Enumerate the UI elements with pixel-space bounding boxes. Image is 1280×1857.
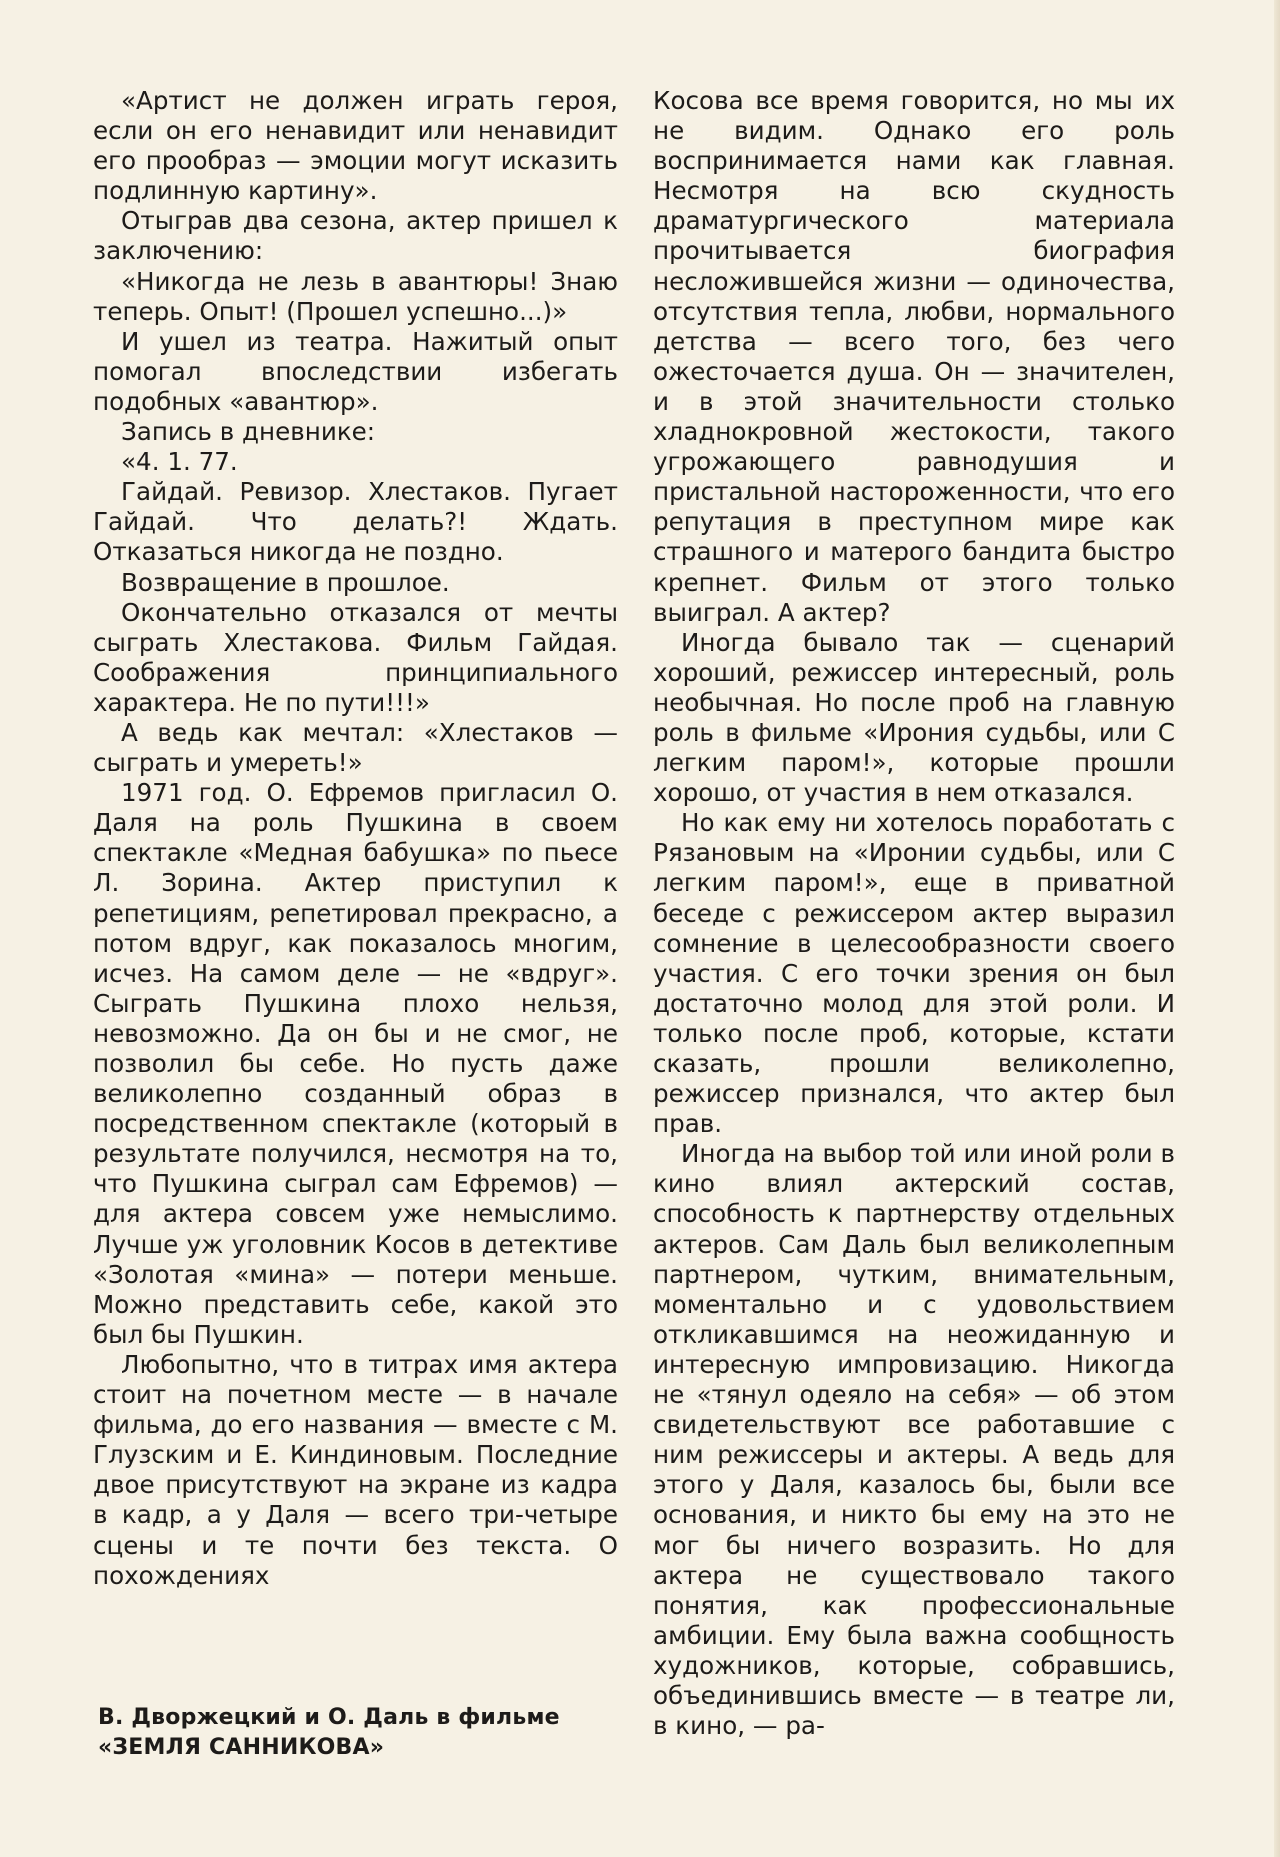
paragraph: Окончательно отказался от мечты сыграть Хлестакова. Фильм Гайдая. Соображения принципиального характера. Не по пути!!!» — [93, 597, 618, 717]
caption-line: «ЗЕМЛЯ САННИКОВА» — [98, 1735, 385, 1760]
paragraph: И ушел из театра. Нажитый опыт помогал впоследствии избегать подобных «авантюр». — [93, 326, 618, 416]
left-text-column — [93, 86, 618, 1591]
paragraph: Но как ему ни хотелось поработать с Рязановым на «Иронии судьбы, или С легким паром!», еще в приватной беседе с режиссером актер выразил сомнение в целесообразности своего участия. С его точки зрения он был достаточно молод для этой роли. И только после проб, которые, кстати сказать, прошли великолепно, режиссер признался, что актер был прав. — [653, 808, 1175, 1139]
paragraph: «Никогда не лезь в авантюры! Знаю теперь. Опыт! (Прошел успешно...)» — [93, 266, 618, 326]
paragraph: Любопытно, что в титрах имя актера стоит на почетном месте — в начале фильма, до его названия — вместе с М. Глузским и Е. Киндиновым. Последние двое присутствуют на экране из кадра в кадр, а у Даля — всего три-четыре сцены и те почти без текста. О похождениях — [93, 1349, 618, 1590]
caption-line: В. Дворжецкий и О. Даль в фильме — [98, 1705, 560, 1730]
right-text-column — [653, 86, 1175, 1741]
paragraph: А ведь как мечтал: «Хлестаков — сыграть и умереть!» — [93, 717, 618, 778]
paragraph: «Артист не должен играть героя, если он его ненавидит или ненавидит его прообраз — эмоции могут исказить подлинную картину». — [93, 86, 618, 206]
paragraph: Запись в дневнике: — [121, 417, 376, 447]
paragraph: Косова все время говорится, но мы их не видим. Однако его роль воспринимается нами как главная. Несмотря на всю скудность драматургического материала прочитывается биография несложившейся жизни — одиночества, отсутствия тепла, любви, нормального детства — всего того, без чего ожесточается душа. Он — значителен, и в этой значительности столько хладнокровной жестокости, такого угрожающего равнодушия и пристальной настороженности, что его репутация в преступном мире как страшного и матерого бандита быстро крепнет. Фильм от этого только выиграл. А актер? — [653, 86, 1175, 627]
paragraph: Иногда на выбор той или иной роли в кино влиял актерский состав, способность к партнерству отдельных актеров. Сам Даль был великолепным партнером, чутким, внимательным, моментально и с удовольствием откликавшимся на неожиданную и интересную импровизацию. Никогда не «тянул одеяло на себя» — об этом свидетельствуют все работавшие с ним режиссеры и актеры. А ведь для этого у Даля, казалось бы, были все основания, и никто бы ему на это не мог бы ничего возразить. Но для актера не существовало такого понятия, как профессиональные амбиции. Ему была важна сообщность художников, которые, собравшись, объединившись вместе — в театре ли, в кино, — ра- — [653, 1139, 1175, 1741]
paragraph: Отыграв два сезона, актер пришел к заключению: — [93, 206, 618, 266]
paragraph: Возвращение в прошлое. — [121, 567, 450, 597]
page-edge — [1274, 0, 1280, 1857]
photo-caption — [98, 1703, 618, 1763]
paragraph: Гайдай. Ревизор. Хлестаков. Пугает Гайдай. Что делать?! Ждать. Отказаться никогда не поздно. — [93, 477, 618, 567]
paragraph: «4. 1. 77. — [121, 447, 238, 477]
paragraph: 1971 год. О. Ефремов пригласил О. Даля на роль Пушкина в своем спектакле «Медная бабушка» по пьесе Л. Зорина. Актер приступил к репетициям, репетировал прекрасно, а потом вдруг, как показалось многим, исчез. На самом деле — не «вдруг». Сыграть Пушкина плохо нельзя, невозможно. Да он бы и не смог, не позволил бы себе. Но пусть даже великолепно созданный образ в посредственном спектакле (который в результате получился, несмотря на то, что Пушкина сыграл сам Ефремов) — для актера совсем уже немыслимо. Лучше уж уголовник Косов в детективе «Золотая «мина» — потери меньше. Можно представить себе, какой это был бы Пушкин. — [93, 778, 618, 1349]
paragraph: Иногда бывало так — сценарий хороший, режиссер интересный, роль необычная. Но после проб на главную роль в фильме «Ирония судьбы, или С легким паром!», которые прошли хорошо, от участия в нем отказался. — [653, 627, 1175, 808]
